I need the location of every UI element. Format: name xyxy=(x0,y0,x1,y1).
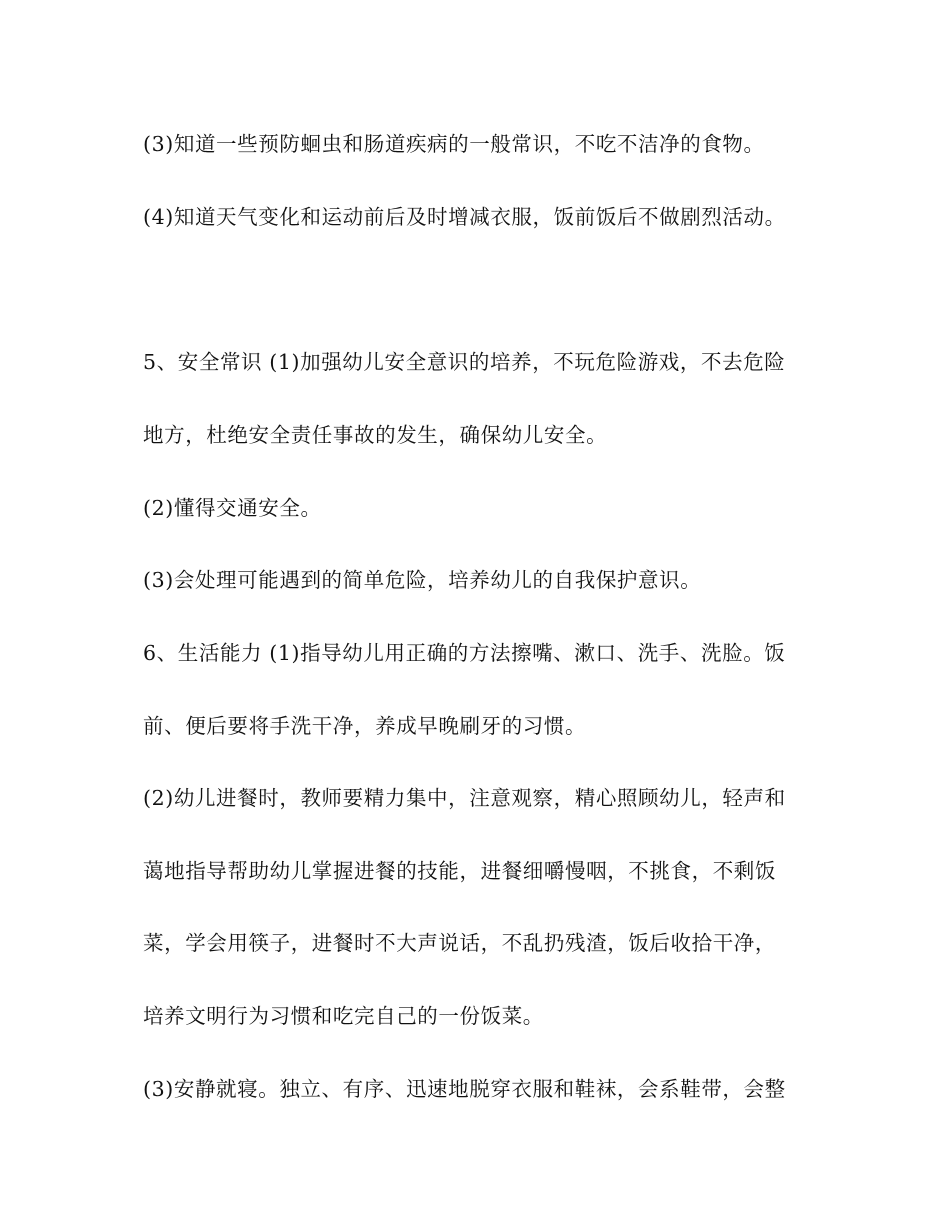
text-line: 6、生活能力 (1)指导幼儿用正确的方法擦嘴、漱口、洗手、洗脸。饭 xyxy=(143,641,786,665)
text-line: (2)懂得交通安全。 xyxy=(143,496,322,520)
text-line: 前、便后要将手洗干净，养成早晚刷牙的习惯。 xyxy=(143,714,587,738)
text-line: (3)知道一些预防蛔虫和肠道疾病的一般常识，不吃不洁净的食物。 xyxy=(143,132,765,156)
text-line: 培养文明行为习惯和吃完自己的一份饭菜。 xyxy=(143,1004,544,1028)
text-line: 地方，杜绝安全责任事故的发生，确保幼儿安全。 xyxy=(143,423,608,447)
text-line: (3)会处理可能遇到的简单危险，培养幼儿的自我保护意识。 xyxy=(143,568,702,592)
text-line: 菜，学会用筷子，进餐时不大声说话，不乱扔残渣，饭后收拾干净， xyxy=(143,931,776,955)
text-line: (3)安静就寝。独立、有序、迅速地脱穿衣服和鞋袜，会系鞋带，会整 xyxy=(143,1077,786,1101)
text-line: 5、安全常识 (1)加强幼儿安全意识的培养，不玩危险游戏，不去危险 xyxy=(143,350,786,374)
text-line: (4)知道天气变化和运动前后及时增减衣服，饭前饭后不做剧烈活动。 xyxy=(143,205,786,229)
text-line: 蔼地指导帮助幼儿掌握进餐的技能，进餐细嚼慢咽，不挑食，不剩饭 xyxy=(143,859,776,883)
text-line: (2)幼儿进餐时，教师要精力集中，注意观察，精心照顾幼儿，轻声和 xyxy=(143,786,786,810)
